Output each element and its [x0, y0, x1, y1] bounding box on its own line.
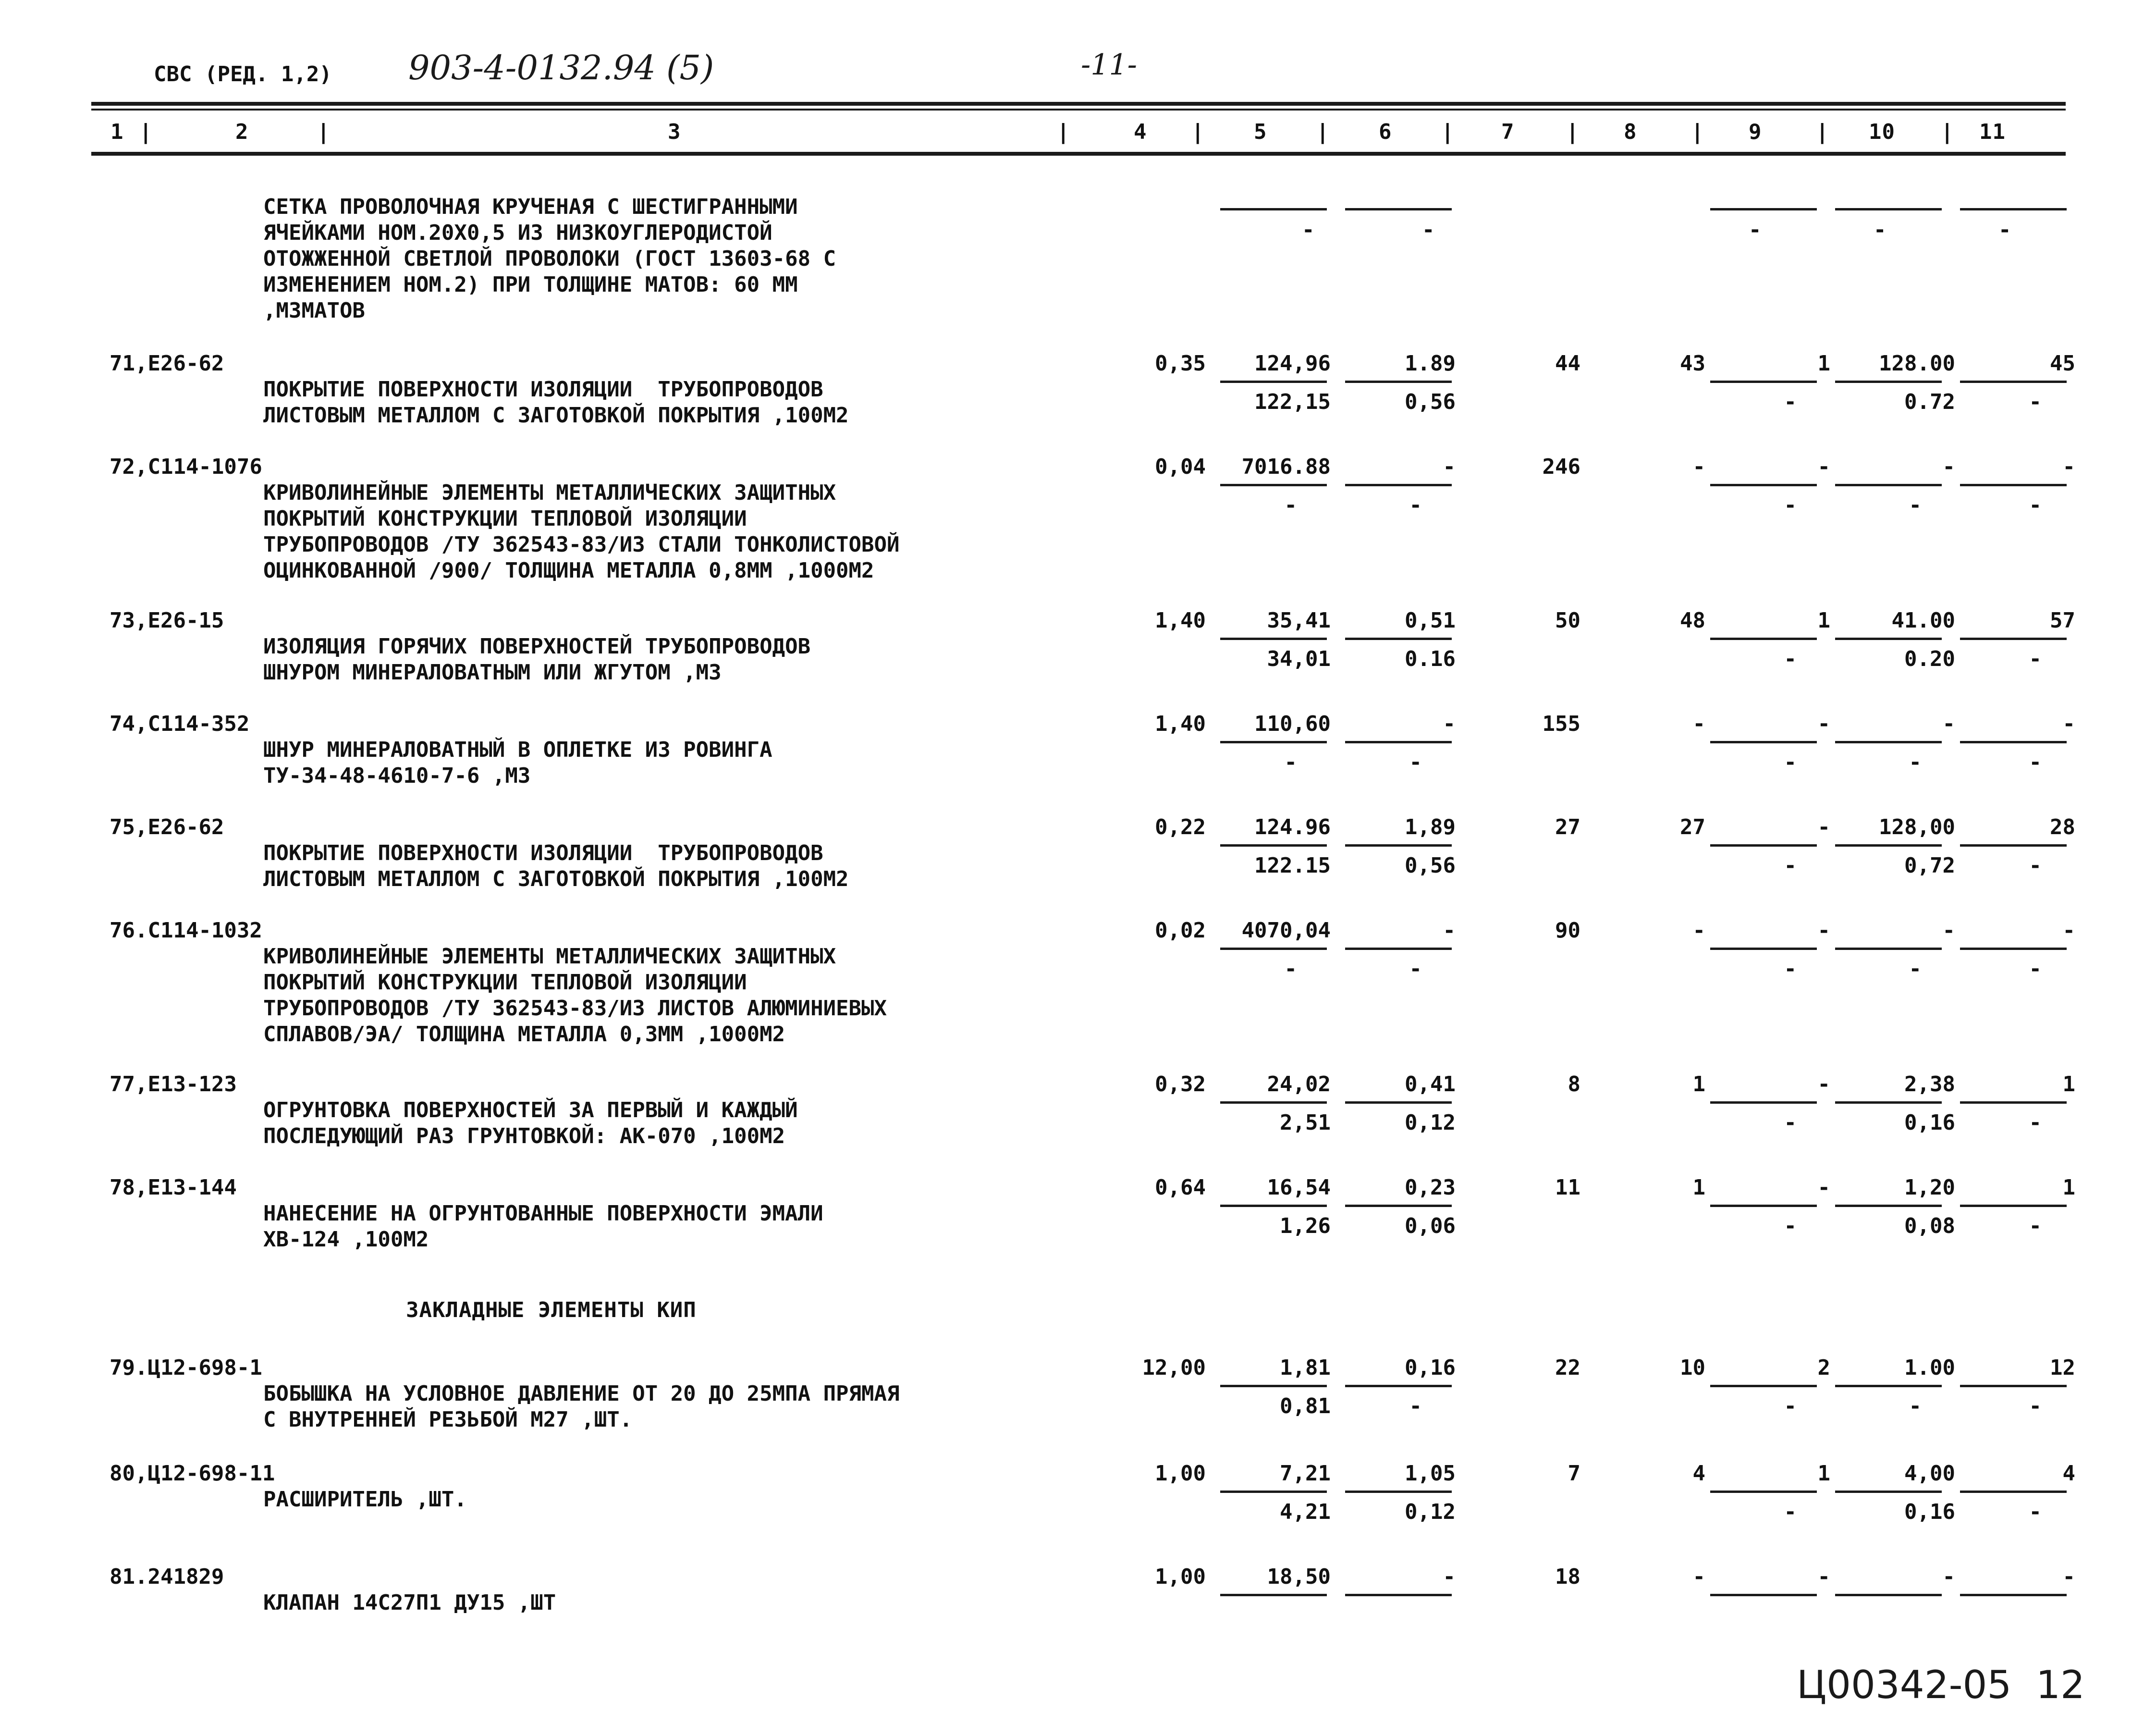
- cell-c7: 22: [1555, 1355, 1580, 1380]
- fraction-line: [1710, 1594, 1817, 1596]
- cell-c11: -: [2062, 455, 2075, 479]
- cell-c10: 41.00: [1891, 608, 1955, 633]
- fraction-line: [1835, 1385, 1942, 1387]
- cell-c8: 27: [1680, 815, 1705, 839]
- column-separator: |: [1191, 120, 1205, 144]
- column-separator: |: [1057, 120, 1070, 144]
- cell-c6: -: [1443, 918, 1456, 943]
- fraction-line: [1960, 1205, 2067, 1207]
- fraction-line: [1710, 638, 1817, 640]
- intro-minus: -: [1302, 218, 1315, 242]
- cell-c11: 57: [2050, 608, 2075, 633]
- cell-c11-lower: -: [2029, 493, 2042, 518]
- item-description: ОГРУНТОВКА ПОВЕРХНОСТЕЙ ЗА ПЕРВЫЙ И КАЖДЫЙ: [263, 1098, 798, 1122]
- fraction-line: [1345, 484, 1452, 486]
- cell-c9-lower: -: [1784, 390, 1797, 414]
- cell-c5: 16,54: [1267, 1175, 1331, 1200]
- item-description: ЛИСТОВЫМ МЕТАЛЛОМ С ЗАГОТОВКОЙ ПОКРЫТИЯ ,100М2: [263, 867, 849, 891]
- cell-c11: 45: [2050, 351, 2075, 376]
- fraction-line: [1220, 844, 1327, 847]
- cell-c6-lower: 0,12: [1405, 1110, 1456, 1135]
- cell-c9-lower: -: [1784, 750, 1797, 775]
- item-description: ПОКРЫТИЕ ПОВЕРХНОСТИ ИЗОЛЯЦИИ ТРУБОПРОВОДОВ: [263, 377, 823, 402]
- cell-c8: 48: [1680, 608, 1705, 633]
- fraction-line: [1220, 741, 1327, 743]
- cell-c4: 0,35: [1155, 351, 1206, 376]
- cell-c9-lower: -: [1784, 647, 1797, 671]
- cell-c10-lower: 0,08: [1904, 1214, 1955, 1238]
- fraction-line: [1835, 381, 1942, 383]
- item-description: ШНУРОМ МИНЕРАЛОВАТНЫМ ИЛИ ЖГУТОМ ,М3: [263, 660, 722, 685]
- column-number: 11: [1979, 120, 2006, 144]
- cell-c6-lower: -: [1409, 957, 1422, 981]
- column-number: 4: [1134, 120, 1147, 144]
- cell-c11: -: [2062, 712, 2075, 736]
- cell-c5: 35,41: [1267, 608, 1331, 633]
- fraction-line: [1710, 1491, 1817, 1493]
- cell-c10-lower: 0,16: [1904, 1110, 1955, 1135]
- cell-c11: 12: [2050, 1355, 2075, 1380]
- cell-c11: 4: [2062, 1461, 2075, 1486]
- fraction-line: [1835, 484, 1942, 486]
- item-code: 72,С114-1076: [110, 455, 262, 479]
- cell-c9: 1: [1817, 351, 1830, 376]
- cell-c9: -: [1817, 1175, 1830, 1200]
- cell-c6-lower: -: [1409, 493, 1422, 518]
- item-description: ХВ-124 ,100М2: [263, 1227, 429, 1252]
- cell-c9: -: [1817, 918, 1830, 943]
- header-rule-top: [91, 102, 2066, 106]
- cell-c10-lower: -: [1909, 957, 1922, 981]
- fraction-line: [1710, 1385, 1817, 1387]
- cell-c11-lower: -: [2029, 390, 2042, 414]
- intro-minus: -: [1749, 218, 1762, 242]
- fraction-line: [1960, 948, 2067, 950]
- fraction-line: [1835, 638, 1942, 640]
- cell-c4: 0,22: [1155, 815, 1206, 839]
- cell-c4: 0,32: [1155, 1072, 1206, 1097]
- fraction-line: [1960, 844, 2067, 847]
- cell-c9: -: [1817, 1565, 1830, 1589]
- fraction-line: [1960, 638, 2067, 640]
- item-description: ПОКРЫТИЙ КОНСТРУКЦИИ ТЕПЛОВОЙ ИЗОЛЯЦИИ: [263, 506, 747, 531]
- item-description: КЛАПАН 14С27П1 ДУ15 ,ШТ: [263, 1590, 556, 1615]
- intro-line: ИЗМЕНЕНИЕМ НОМ.2) ПРИ ТОЛЩИНЕ МАТОВ: 60 ММ: [263, 272, 798, 297]
- column-number: 3: [668, 120, 681, 144]
- column-separator: |: [1441, 120, 1455, 144]
- cell-c9: -: [1817, 712, 1830, 736]
- cell-c6-lower: 0,12: [1405, 1500, 1456, 1524]
- fraction-line: [1710, 1101, 1817, 1104]
- cell-c7: 246: [1542, 455, 1580, 479]
- cell-c4: 0,64: [1155, 1175, 1206, 1200]
- fraction-line: [1960, 484, 2067, 486]
- fraction-line: [1835, 1594, 1942, 1596]
- cell-c7: 27: [1555, 815, 1580, 839]
- item-code: 75,Е26-62: [110, 815, 224, 839]
- cell-c9-lower: -: [1784, 957, 1797, 981]
- item-description: ТУ-34-48-4610-7-6 ,М3: [263, 764, 531, 788]
- fraction-line: [1710, 948, 1817, 950]
- cell-c7: 44: [1555, 351, 1580, 376]
- cell-c9: -: [1817, 455, 1830, 479]
- item-description: ОЦИНКОВАННОЙ /900/ ТОЛЩИНА МЕТАЛЛА 0,8ММ ,1000М2: [263, 558, 874, 583]
- cell-c9-lower: -: [1784, 1214, 1797, 1238]
- cell-c11: 28: [2050, 815, 2075, 839]
- fraction-line: [1220, 1594, 1327, 1596]
- intro-minus: -: [1422, 218, 1435, 242]
- cell-c5-lower: -: [1284, 957, 1297, 981]
- fraction-line: [1960, 1594, 2067, 1596]
- fraction-line: [1835, 1491, 1942, 1493]
- cell-c5-lower: -: [1284, 750, 1297, 775]
- fraction-line: [1220, 948, 1327, 950]
- cell-c10-lower: 0.72: [1904, 390, 1955, 414]
- cell-c9-lower: -: [1784, 1394, 1797, 1418]
- cell-c7: 18: [1555, 1565, 1580, 1589]
- item-code: 80,Ц12-698-11: [110, 1461, 275, 1486]
- cell-c5: 18,50: [1267, 1565, 1331, 1589]
- cell-c7: 50: [1555, 608, 1580, 633]
- cell-c11: 1: [2062, 1072, 2075, 1097]
- fraction-line: [1345, 381, 1452, 383]
- cell-c10: 1.00: [1904, 1355, 1955, 1380]
- cell-c11-lower: -: [2029, 957, 2042, 981]
- cell-c6-lower: 0,56: [1405, 853, 1456, 878]
- fraction-line: [1710, 1205, 1817, 1207]
- fraction-line: [1710, 381, 1817, 383]
- fraction-line: [1345, 1594, 1452, 1596]
- cell-c5-lower: -: [1284, 493, 1297, 518]
- cell-c11-lower: -: [2029, 1214, 2042, 1238]
- cell-c5-lower: 1,26: [1280, 1214, 1331, 1238]
- item-code: 77,Е13-123: [110, 1072, 237, 1097]
- cell-c11-lower: -: [2029, 647, 2042, 671]
- cell-c6: -: [1443, 712, 1456, 736]
- cell-c6: 0,51: [1405, 608, 1456, 633]
- item-description: ИЗОЛЯЦИЯ ГОРЯЧИХ ПОВЕРХНОСТЕЙ ТРУБОПРОВОДОВ: [263, 634, 811, 659]
- column-separator: |: [317, 120, 331, 144]
- intro-dash: [1345, 208, 1452, 210]
- cell-c6: 0,16: [1405, 1355, 1456, 1380]
- cell-c8: -: [1692, 455, 1705, 479]
- cell-c11: -: [2062, 1565, 2075, 1589]
- cell-c10: 4,00: [1904, 1461, 1955, 1486]
- cell-c5: 124,96: [1254, 351, 1331, 376]
- cell-c4: 1,40: [1155, 608, 1206, 633]
- cell-c10-lower: 0,72: [1904, 853, 1955, 878]
- cell-c8: 1: [1692, 1175, 1705, 1200]
- fraction-line: [1345, 948, 1452, 950]
- item-code: 81.241829: [110, 1565, 224, 1589]
- cell-c10-lower: 0.20: [1904, 647, 1955, 671]
- fraction-line: [1960, 741, 2067, 743]
- item-code: 71,Е26-62: [110, 351, 224, 376]
- cell-c10: -: [1942, 1565, 1955, 1589]
- item-description: БОБЫШКА НА УСЛОВНОЕ ДАВЛЕНИЕ ОТ 20 ДО 25МПА ПРЯМАЯ: [263, 1381, 900, 1406]
- cell-c5: 110,60: [1254, 712, 1331, 736]
- fraction-line: [1710, 484, 1817, 486]
- cell-c5-lower: 4,21: [1280, 1500, 1331, 1524]
- cell-c9: 2: [1817, 1355, 1830, 1380]
- cell-c5: 24,02: [1267, 1072, 1331, 1097]
- fraction-line: [1960, 1491, 2067, 1493]
- cell-c11-lower: -: [2029, 750, 2042, 775]
- cell-c10-lower: -: [1909, 493, 1922, 518]
- column-separator: |: [1691, 120, 1704, 144]
- cell-c6: 1,89: [1405, 815, 1456, 839]
- intro-line: ОТОЖЖЕННОЙ СВЕТЛОЙ ПРОВОЛОКИ (ГОСТ 13603-68 С: [263, 246, 836, 271]
- cell-c9-lower: -: [1784, 853, 1797, 878]
- cell-c5-lower: 34,01: [1267, 647, 1331, 671]
- section-title: ЗАКЛАДНЫЕ ЭЛЕМЕНТЫ КИП: [406, 1298, 697, 1322]
- cell-c6: 0,23: [1405, 1175, 1456, 1200]
- item-code: 74,С114-352: [110, 712, 250, 736]
- cell-c7: 90: [1555, 918, 1580, 943]
- cell-c6-lower: -: [1409, 1394, 1422, 1418]
- cell-c9: -: [1817, 815, 1830, 839]
- cell-c8: 10: [1680, 1355, 1705, 1380]
- fraction-line: [1345, 1205, 1452, 1207]
- cell-c10: -: [1942, 712, 1955, 736]
- fraction-line: [1710, 741, 1817, 743]
- fraction-line: [1835, 844, 1942, 847]
- cell-c5: 124.96: [1254, 815, 1331, 839]
- intro-minus: -: [1998, 218, 2012, 242]
- fraction-line: [1345, 1491, 1452, 1493]
- cell-c10: -: [1942, 918, 1955, 943]
- item-code: 76.С114-1032: [110, 918, 262, 943]
- cell-c6-lower: -: [1409, 750, 1422, 775]
- fraction-line: [1835, 948, 1942, 950]
- cell-c8: -: [1692, 918, 1705, 943]
- intro-dash: [1960, 208, 2067, 210]
- cell-c10: 1,20: [1904, 1175, 1955, 1200]
- item-description: ШНУР МИНЕРАЛОВАТНЫЙ В ОПЛЕТКЕ ИЗ РОВИНГА: [263, 738, 772, 762]
- item-description: ПОСЛЕДУЮЩИЙ РАЗ ГРУНТОВКОЙ: АК-070 ,100М2: [263, 1124, 785, 1148]
- cell-c5: 4070,04: [1241, 918, 1331, 943]
- fraction-line: [1345, 741, 1452, 743]
- cell-c7: 8: [1568, 1072, 1580, 1097]
- item-description: КРИВОЛИНЕЙНЫЕ ЭЛЕМЕНТЫ МЕТАЛЛИЧЕСКИХ ЗАЩИТНЫХ: [263, 944, 836, 969]
- cell-c4: 12,00: [1142, 1355, 1206, 1380]
- cell-c6-lower: 0.16: [1405, 647, 1456, 671]
- intro-dash: [1220, 208, 1327, 210]
- fraction-line: [1220, 1385, 1327, 1387]
- cell-c10: -: [1942, 455, 1955, 479]
- fraction-line: [1345, 1101, 1452, 1104]
- cell-c9: 1: [1817, 608, 1830, 633]
- cell-c5-lower: 122.15: [1254, 853, 1331, 878]
- column-separator: |: [1316, 120, 1330, 144]
- fraction-line: [1220, 1101, 1327, 1104]
- cell-c10-lower: -: [1909, 750, 1922, 775]
- intro-line: ЯЧЕЙКАМИ НОМ.20Х0,5 ИЗ НИЗКОУГЛЕРОДИСТОЙ: [263, 221, 772, 245]
- cell-c7: 7: [1568, 1461, 1580, 1486]
- cell-c8: -: [1692, 712, 1705, 736]
- fraction-line: [1220, 1491, 1327, 1493]
- document-number: 903-4-0132.94 (5): [408, 48, 714, 87]
- column-number: 10: [1869, 120, 1895, 144]
- fraction-line: [1220, 484, 1327, 486]
- cell-c10-lower: -: [1909, 1394, 1922, 1418]
- item-description: РАСШИРИТЕЛЬ ,ШТ.: [263, 1487, 467, 1512]
- fraction-line: [1835, 741, 1942, 743]
- cell-c9: 1: [1817, 1461, 1830, 1486]
- column-separator: |: [1816, 120, 1829, 144]
- item-description: ТРУБОПРОВОДОВ /ТУ 362543-83/ИЗ ЛИСТОВ АЛЮМИНИЕВЫХ: [263, 996, 887, 1021]
- cell-c6-lower: 0,06: [1405, 1214, 1456, 1238]
- cell-c5: 7,21: [1280, 1461, 1331, 1486]
- cell-c8: -: [1692, 1565, 1705, 1589]
- cell-c9: -: [1817, 1072, 1830, 1097]
- cell-c4: 1,00: [1155, 1565, 1206, 1589]
- fraction-line: [1835, 1101, 1942, 1104]
- item-description: ПОКРЫТИЕ ПОВЕРХНОСТИ ИЗОЛЯЦИИ ТРУБОПРОВОДОВ: [263, 841, 823, 865]
- cell-c9-lower: -: [1784, 493, 1797, 518]
- cell-c4: 0,02: [1155, 918, 1206, 943]
- cell-c8: 43: [1680, 351, 1705, 376]
- item-description: ТРУБОПРОВОДОВ /ТУ 362543-83/ИЗ СТАЛИ ТОНКОЛИСТОВОЙ: [263, 532, 900, 557]
- fraction-line: [1345, 638, 1452, 640]
- cell-c8: 4: [1692, 1461, 1705, 1486]
- fraction-line: [1220, 638, 1327, 640]
- fraction-line: [1220, 381, 1327, 383]
- cell-c9-lower: -: [1784, 1500, 1797, 1524]
- column-number: 6: [1379, 120, 1392, 144]
- item-description: СПЛАВОВ/ЭА/ ТОЛЩИНА МЕТАЛЛА 0,3ММ ,1000М2: [263, 1022, 785, 1047]
- cell-c10: 128,00: [1879, 815, 1955, 839]
- cell-c11: -: [2062, 918, 2075, 943]
- column-number: 7: [1501, 120, 1515, 144]
- cell-c11-lower: -: [2029, 1394, 2042, 1418]
- fraction-line: [1960, 381, 2067, 383]
- column-number: 1: [110, 120, 124, 144]
- cell-c10: 128.00: [1879, 351, 1955, 376]
- cell-c10-lower: 0,16: [1904, 1500, 1955, 1524]
- cell-c8: 1: [1692, 1072, 1705, 1097]
- header-prefix: СВС (РЕД. 1,2): [154, 62, 332, 86]
- cell-c6: -: [1443, 1565, 1456, 1589]
- item-code: 73,Е26-15: [110, 608, 224, 633]
- cell-c5-lower: 0,81: [1280, 1394, 1331, 1418]
- cell-c6: 1.89: [1405, 351, 1456, 376]
- cell-c10: 2,38: [1904, 1072, 1955, 1097]
- item-description: ПОКРЫТИЙ КОНСТРУКЦИИ ТЕПЛОВОЙ ИЗОЛЯЦИИ: [263, 970, 747, 995]
- fraction-line: [1345, 1385, 1452, 1387]
- column-separator: |: [139, 120, 153, 144]
- column-number: 5: [1254, 120, 1267, 144]
- column-number: 9: [1749, 120, 1762, 144]
- cell-c9-lower: -: [1784, 1110, 1797, 1135]
- cell-c5: 1,81: [1280, 1355, 1331, 1380]
- item-code: 79.Ц12-698-1: [110, 1355, 262, 1380]
- intro-line: ,М3МАТОВ: [263, 298, 365, 323]
- cell-c4: 1,40: [1155, 712, 1206, 736]
- cell-c6: -: [1443, 455, 1456, 479]
- fraction-line: [1345, 844, 1452, 847]
- cell-c11-lower: -: [2029, 1500, 2042, 1524]
- intro-dash: [1835, 208, 1942, 210]
- cell-c7: 155: [1542, 712, 1580, 736]
- column-separator: |: [1941, 120, 1954, 144]
- intro-minus: -: [1874, 218, 1887, 242]
- fraction-line: [1960, 1101, 2067, 1104]
- intro-line: СЕТКА ПРОВОЛОЧНАЯ КРУЧЕНАЯ С ШЕСТИГРАННЫМИ: [263, 195, 798, 219]
- cell-c4: 1,00: [1155, 1461, 1206, 1486]
- header-rule-bottom: [91, 152, 2066, 156]
- item-description: С ВНУТРЕННЕЙ РЕЗЬБОЙ М27 ,ШТ.: [263, 1407, 633, 1432]
- column-number: 2: [235, 120, 249, 144]
- cell-c6-lower: 0,56: [1405, 390, 1456, 414]
- fraction-line: [1960, 1385, 2067, 1387]
- cell-c7: 11: [1555, 1175, 1580, 1200]
- item-code: 78,Е13-144: [110, 1175, 237, 1200]
- item-description: НАНЕСЕНИЕ НА ОГРУНТОВАННЫЕ ПОВЕРХНОСТИ ЭМАЛИ: [263, 1201, 823, 1226]
- cell-c11-lower: -: [2029, 1110, 2042, 1135]
- column-separator: |: [1566, 120, 1580, 144]
- cell-c5: 7016.88: [1241, 455, 1331, 479]
- cell-c6: 0,41: [1405, 1072, 1456, 1097]
- cell-c4: 0,04: [1155, 455, 1206, 479]
- cell-c11-lower: -: [2029, 853, 2042, 878]
- cell-c5-lower: 122,15: [1254, 390, 1331, 414]
- page-number: -11-: [1081, 48, 1137, 82]
- fraction-line: [1220, 1205, 1327, 1207]
- fraction-line: [1835, 1205, 1942, 1207]
- item-description: ЛИСТОВЫМ МЕТАЛЛОМ С ЗАГОТОВКОЙ ПОКРЫТИЯ ,100М2: [263, 403, 849, 428]
- column-number: 8: [1624, 120, 1637, 144]
- cell-c11: 1: [2062, 1175, 2075, 1200]
- cell-c6: 1,05: [1405, 1461, 1456, 1486]
- cell-c5-lower: 2,51: [1280, 1110, 1331, 1135]
- footer-note: Ц00342-05 12: [1797, 1663, 2085, 1707]
- header-rule-top-2: [91, 109, 2066, 111]
- intro-dash: [1710, 208, 1817, 210]
- fraction-line: [1710, 844, 1817, 847]
- item-description: КРИВОЛИНЕЙНЫЕ ЭЛЕМЕНТЫ МЕТАЛЛИЧЕСКИХ ЗАЩИТНЫХ: [263, 481, 836, 505]
